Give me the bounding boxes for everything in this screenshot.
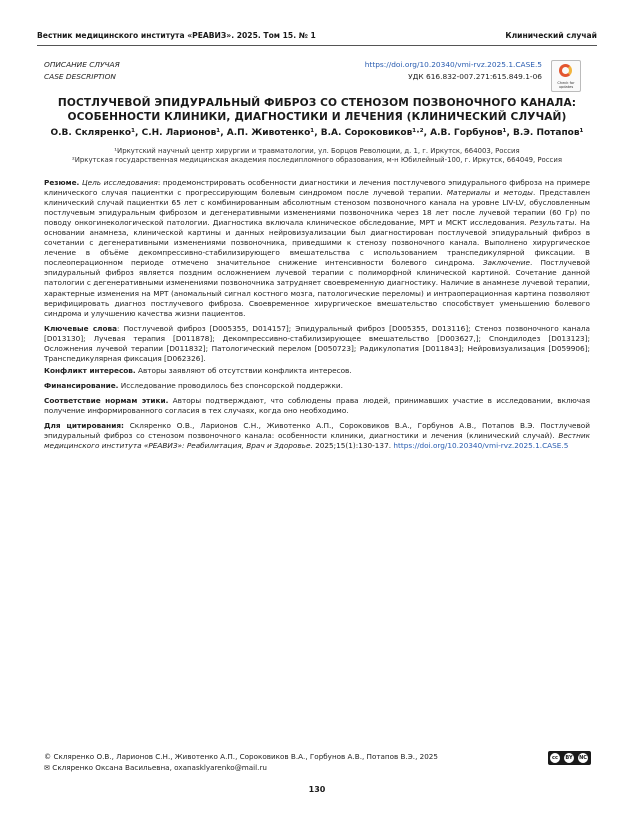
citation bbox=[44, 421, 590, 451]
funding bbox=[44, 381, 590, 391]
abstract-label: Резюме. bbox=[44, 178, 80, 187]
keywords-text: : Постлучевой фиброз [D005355, D014157]; Эпидуральный фиброз [D005355, D013116]; Стеноз позвоночного канала [D013130]; Лучевая терапия [D011878]; Декомпрессивно-стабилизирующее вмешательство [D003627,]; Спондилодез [D013123]; Осложнения лучевой терапии [D011832]; Патологический перелом [D050723]; Радикулопатия [D011843]; Нейровизуализация [D059906]; Транспедикулярная фиксация [D062326]. bbox=[44, 324, 590, 364]
keywords bbox=[44, 324, 590, 364]
cc-icon: cc bbox=[550, 753, 560, 763]
running-header bbox=[0, 0, 634, 47]
conflict-label: Конфликт интересов. bbox=[44, 366, 136, 375]
citation-text: Скляренко О.В., Ларионов С.Н., Животенко А.П., Сороковиков В.А., Горбунов А.В., Потапов В.Э. Постлучевой эпидуральный фиброз со стенозом позвоночного канала: особенности клиники, диагностики и лечения (клинический случай). bbox=[44, 421, 590, 441]
header-divider bbox=[37, 45, 597, 46]
conflict-text: Авторы заявляют об отсутствии конфликта интересов. bbox=[135, 366, 352, 375]
cc-license-badge[interactable] bbox=[548, 751, 591, 765]
nc-icon: NC bbox=[579, 755, 587, 761]
citation-label: Для цитирования: bbox=[44, 421, 124, 430]
results-text: . На основании анамнеза, клинической картины и данных нейровизуализации был диагностирован постлучевой эпидуральный фиброз в сочетании с дегенеративными изменениями позвоночника, приведшими к стенозу позвоночного канала. Выполнено хирургическое лечение в объёме декомпрессивно-стабилизирующего вмешательства с использованием транспедикулярной фиксации. В послеоперационном периоде отмечено значительное снижение интенсивности болевого синдрома. bbox=[44, 218, 590, 268]
badge-label: Check for updates bbox=[557, 81, 575, 89]
article-type-en: CASE DESCRIPTION bbox=[44, 72, 116, 81]
citation-journal: Вестник медицинского института «РЕАВИЗ»: Реабилитация, Врач и Здоровье. bbox=[44, 431, 590, 451]
section-name: Клинический случай bbox=[505, 31, 597, 40]
keywords-label: Ключевые слова bbox=[44, 324, 118, 333]
aim-label: Цель исследования bbox=[81, 178, 158, 187]
contact-line[interactable]: ✉ Скляренко Оксана Васильевна, oxanasklyarenko@mail.ru bbox=[44, 763, 267, 772]
conflict-of-interest bbox=[44, 366, 590, 376]
funding-text: Исследование проводилось без спонсорской поддержки. bbox=[118, 381, 343, 390]
abstract bbox=[44, 178, 590, 319]
aim-text: : продемонстрировать особенности диагностики и лечения постлучевого эпидурального фиброза на примере клинического случая пациентки с прогрессирующим болевым синдромом после лучевой терапии. bbox=[44, 178, 590, 198]
check-for-updates-icon bbox=[559, 64, 572, 77]
citation-doi-link[interactable]: https://doi.org/10.20340/vmi-rvz.2025.1.CASE.5 bbox=[391, 441, 569, 451]
affiliation-1: ¹Иркутский научный центр хирургии и травматологии, ул. Борцов Революции, д. 1, г. Иркутск, 664003, Россия bbox=[114, 147, 520, 155]
title-line: ОСОБЕННОСТИ КЛИНИКИ, ДИАГНОСТИКИ И ЛЕЧЕНИЯ (КЛИНИЧЕСКИЙ СЛУЧАЙ) bbox=[67, 111, 567, 123]
affiliation-2: ²Иркутская государственная медицинская академия последипломного образования, м-н Юбилейный-100, г. Иркутск, 664049, Россия bbox=[72, 156, 562, 164]
conclusion-text: . Постлучевой эпидуральный фиброз является поздним осложнением лучевой терапии с полиморфной клинической картиной. Сочетание данной патологии с дегенеративными изменениями позвоночника затрудняет своевременную диагностику. Наличие в анамнезе лучевой терапии, характерные изменения на МРТ (аномальный сигнал костного мозга, патологические переломы) и интраоперационная картина позволяют верифицировать диагноз постлучевого фиброза. Своевременное хирургическое вмешательство способствует уменьшению болевого синдрома и улучшению качества жизни пациентов. bbox=[44, 258, 590, 318]
by-icon: BY bbox=[565, 755, 573, 761]
ethics-statement bbox=[44, 396, 590, 416]
citation-tail: 2025;15(1):130-137. bbox=[312, 441, 392, 451]
ethics-label: Соответствие нормам этики. bbox=[44, 396, 169, 405]
funding-label: Финансирование. bbox=[44, 381, 119, 390]
article-title bbox=[40, 96, 594, 124]
ethics-text: Авторы подтверждают, что соблюдены права людей, принимавших участие в исследовании, включая получение информированного согласия в тех случаях, когда оно необходимо. bbox=[44, 396, 590, 416]
article-type-ru: ОПИСАНИЕ СЛУЧАЯ bbox=[44, 60, 120, 69]
check-for-updates-badge[interactable] bbox=[551, 60, 581, 92]
udk-code: УДК 616.832-007.271:615.849.1-06 bbox=[408, 72, 542, 81]
page-number: 130 bbox=[308, 785, 326, 794]
doi-link[interactable]: https://doi.org/10.20340/vmi-rvz.2025.1.CASE.5 bbox=[364, 60, 542, 69]
author-list: О.В. Скляренко¹, С.Н. Ларионов¹, А.П. Животенко¹, В.А. Сороковиков¹·², А.В. Горбунов¹, В.Э. Потапов¹ bbox=[50, 128, 584, 138]
journal-name: Вестник медицинского института «РЕАВИЗ». 2025. Том 15. № 1 bbox=[37, 31, 316, 40]
title-line: ПОСТЛУЧЕВОЙ ЭПИДУРАЛЬНЫЙ ФИБРОЗ СО СТЕНОЗОМ ПОЗВОНОЧНОГО КАНАЛА: bbox=[57, 97, 577, 109]
methods-text: . Представлен клинический случай пациентки 65 лет с комбинированным абсолютным стенозом позвоночного канала на уровне LIV-LV, обусловленным постлучевым эпидуральным фиброзом и дегенеративными изменениями позвоночника через 18 лет после лучевой терапии (60 Гр) по поводу онкогинекологической патологии. Диагностика включала клиническое обследование, МРТ и МСКТ исследования. bbox=[44, 188, 590, 228]
copyright-line: © Скляренко О.В., Ларионов С.Н., Животенко А.П., Сороковиков В.А., Горбунов А.В., Потапов В.Э., 2025 bbox=[44, 752, 438, 761]
conclusion-label: Заключение bbox=[482, 258, 531, 268]
results-label: Результаты bbox=[529, 218, 575, 228]
methods-label: Материалы и методы bbox=[446, 188, 533, 198]
